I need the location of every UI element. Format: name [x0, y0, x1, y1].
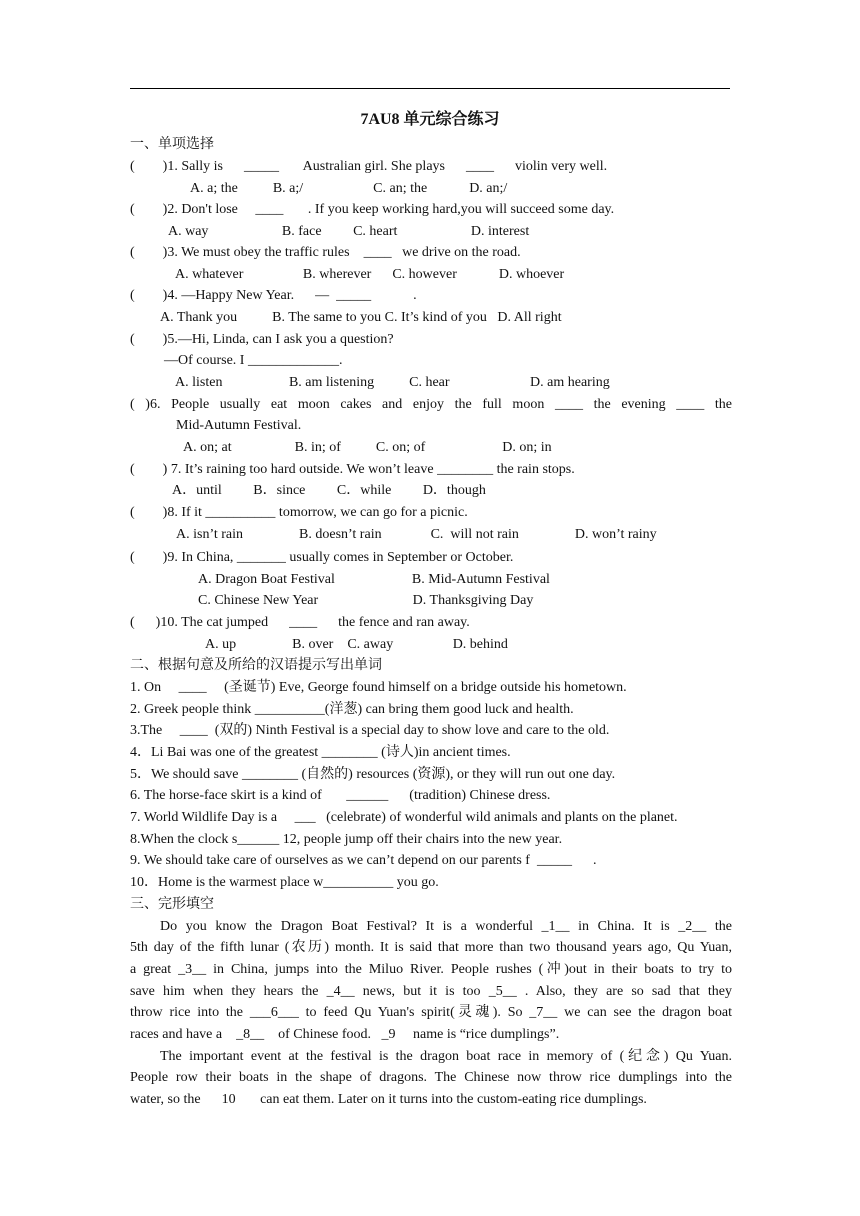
question-10-stem: ( )10. The cat jumped ____ the fence and ran away.: [130, 615, 470, 630]
section3-heading: 三、完形填空: [130, 897, 214, 912]
passage-line: races and have a _8__ of Chinese food. _9 name is “rice dumplings”.: [130, 1027, 560, 1042]
word-item-6: 6. The horse-face skirt is a kind of ______ (tradition) Chinese dress.: [130, 788, 551, 803]
question-1-options: A. a; the B. a;/ C. an; the D. an;/: [190, 181, 508, 196]
question-4-stem: ( )4. —Happy New Year. — _____ .: [130, 288, 417, 303]
header-rule: [130, 88, 730, 89]
passage-line: a great _3__ in China, jumps into the Miluo River. People rushes (冲)out in their boats to try to: [130, 962, 732, 977]
word-item-10: 10．Home is the warmest place w__________ you go.: [130, 875, 439, 890]
word-item-1: 1. On ____ (圣诞节) Eve, George found himself on a bridge outside his hometown.: [130, 680, 627, 695]
question-2-options: A. way B. face C. heart D. interest: [168, 224, 530, 239]
word-item-7: 7. World Wildlife Day is a ___ (celebrate) of wonderful wild animals and plants on the planet.: [130, 810, 678, 825]
passage-line: The important event at the festival is the dragon boat race in memory of (纪念) Qu Yuan.: [160, 1049, 732, 1064]
question-7-stem: ( ) 7. It’s raining too hard outside. We won’t leave ________ the rain stops.: [130, 462, 575, 477]
question-10-options: A. up B. over C. away D. behind: [205, 637, 508, 652]
passage-line: People row their boats in the shape of dragons. The Chinese now throw rice dumplings into the: [130, 1070, 732, 1085]
passage-line: save him when they hears the _4__ news, but it is too _5__ . Also, they are so sad that they: [130, 984, 732, 999]
question-6-options: A. on; at B. in; of C. on; of D. on; in: [183, 440, 552, 455]
passage-line: water, so the 10 can eat them. Later on it turns into the custom-eating rice dumplings.: [130, 1092, 647, 1107]
word-item-8: 8.When the clock s______ 12, people jump off their chairs into the new year.: [130, 832, 563, 847]
question-9-options-row1: A. Dragon Boat Festival B. Mid-Autumn Festival: [198, 572, 550, 587]
section2-heading: 二、根据句意及所给的汉语提示写出单词: [130, 658, 382, 673]
passage-line: 5th day of the fifth lunar (农历) month. It is said that more than two thousand years ago, Qu Yuan,: [130, 940, 732, 955]
question-3-stem: ( )3. We must obey the traffic rules ____ we drive on the road.: [130, 245, 521, 260]
question-9-stem: ( )9. In China, _______ usually comes in September or October.: [130, 550, 514, 565]
passage-line: throw rice into the ___6___ to feed Qu Yuan's spirit(灵魂). So _7__ we can see the dragon boat: [130, 1005, 732, 1020]
passage-line: Do you know the Dragon Boat Festival? It is a wonderful _1__ in China. It is _2__ the: [160, 919, 732, 934]
question-6-stem: ( )6. People usually eat moon cakes and enjoy the full moon ____ the evening ____ the: [130, 397, 732, 412]
question-7-options: A．until B．since C．while D．though: [172, 483, 486, 498]
question-5-options: A. listen B. am listening C. hear D. am hearing: [175, 375, 610, 390]
question-9-options-row2: C. Chinese New Year D. Thanksgiving Day: [198, 593, 534, 608]
question-5-stem: ( )5.—Hi, Linda, can I ask you a question?: [130, 332, 394, 347]
word-item-2: 2. Greek people think __________(洋葱) can bring them good luck and health.: [130, 702, 574, 717]
section1-heading: 一、单项选择: [130, 137, 214, 152]
word-item-4: 4．Li Bai was one of the greatest ________ (诗人)in ancient times.: [130, 745, 511, 760]
page-title: 7AU8 单元综合练习: [360, 111, 500, 128]
word-item-9: 9. We should take care of ourselves as we can’t depend on our parents f _____ .: [130, 853, 597, 868]
question-8-options: A. isn’t rain B. doesn’t rain C. will not rain D. won’t rainy: [176, 527, 657, 542]
question-6-continuation: Mid-Autumn Festival.: [176, 418, 302, 433]
question-8-stem: ( )8. If it __________ tomorrow, we can go for a picnic.: [130, 505, 468, 520]
question-5-dialogue: —Of course. I _____________.: [164, 353, 343, 368]
word-item-5: 5．We should save ________ (自然的) resources (资源), or they will run out one day.: [130, 767, 616, 782]
word-item-3: 3.The ____ (双的) Ninth Festival is a special day to show love and care to the old.: [130, 723, 610, 738]
question-3-options: A. whatever B. wherever C. however D. whoever: [175, 267, 565, 282]
question-1-stem: ( )1. Sally is _____ Australian girl. She plays ____ violin very well.: [130, 159, 608, 174]
question-2-stem: ( )2. Don't lose ____ . If you keep working hard,you will succeed some day.: [130, 202, 615, 217]
question-4-options: A. Thank you B. The same to you C. It’s kind of you D. All right: [160, 310, 562, 325]
